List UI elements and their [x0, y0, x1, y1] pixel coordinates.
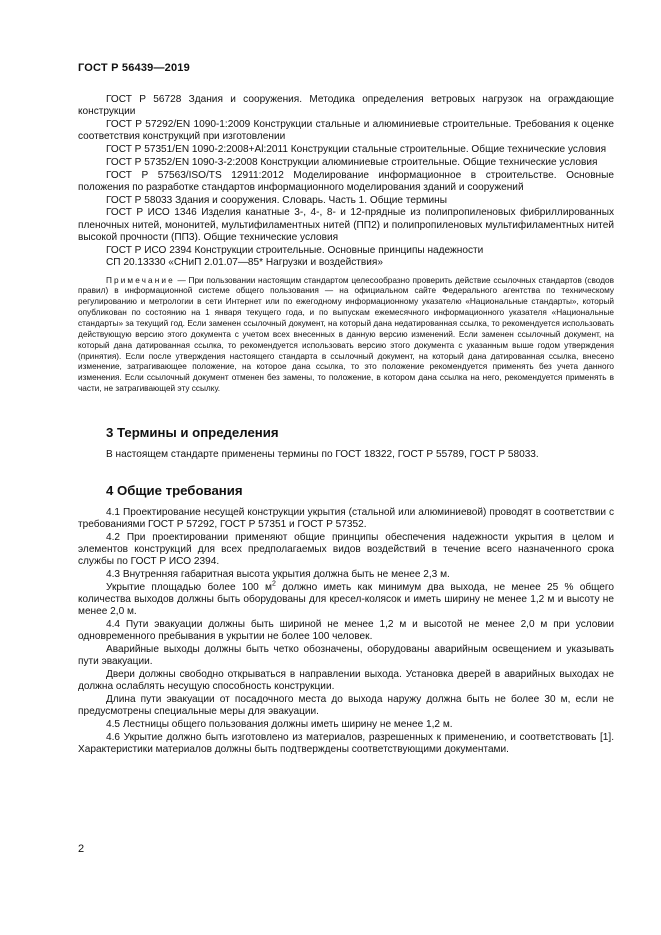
paragraph-evacuation-length: Длина пути эвакуации от посадочного места до выхода наружу должна быть не более 30 м, если не предусмотрены специальные меры для эвакуации.	[78, 694, 614, 718]
reference-item: ГОСТ Р 57352/EN 1090-3-2:2008 Конструкции алюминиевые строительные. Общие технические условия	[106, 156, 598, 168]
reference-item: ГОСТ Р 56728 Здания и сооружения. Методика определения ветровых нагрузок на ограждающие конструкции	[78, 94, 614, 118]
reference-item: ГОСТ Р ИСО 1346 Изделия канатные 3-, 4-, 8- и 12-прядные из полипропиленовых фибриллированных пленочных нитей, мононитей, мультифиламентных нитей (ПП2) и полипропиленовых мультифиламентных нитей высокой прочности (ПП3). Общие технические условия	[78, 207, 614, 243]
reference-item: ГОСТ Р 57292/EN 1090-1:2009 Конструкции стальные и алюминиевые строительные. Требования к оценке соответствия конструкций при изготовлении	[78, 119, 614, 143]
paragraph-emergency-exits: Аварийные выходы должны быть четко обозначены, оборудованы аварийным освещением и указывать пути эвакуации.	[78, 644, 614, 668]
note-paragraph	[78, 276, 614, 395]
note-text: — При пользовании настоящим стандартом целесообразно проверить действие ссылочных стандартов (сводов правил) в информационной системе общего пользования — на официальном сайте Федерального агентства по техническому регулированию и метрологии в сети Интернет или по ежегодному информационному указателю «Национальные стандарты», который опубликован по состоянию на 1 января текущего года, и по выпускам ежемесячного информационного указателя «Национальные стандарты» за текущий год. Если заменен ссылочный документ, на который дана недатированная ссылка, то рекомендуется использовать действующую версию этого документа с учетом всех внесенных в данную версию изменений. Если заменен ссылочный документ, на который дана датированная ссылка, то рекомендуется использовать версию этого документа с указанным выше годом утверждения (принятия). Если после утверждения настоящего стандарта в ссылочный документ, на который дана датированная ссылка, внесено изменение, затрагивающее положение, на которое дана ссылка, то это положение рекомендуется применять без учета данного изменения. Если ссылочный документ отменен без замены, то положение, в котором дана ссылка на него, рекомендуется применять в части, не затрагивающей эту ссылку.	[78, 275, 614, 394]
exits-text-end: должно иметь как минимум два выхода, не менее 25 % общего количества выходов должны быть оборудованы для кресел-колясок и иметь ширину не менее 1,2 м и высоту не менее 2,0 м.	[78, 582, 614, 618]
exits-text-start: Укрытие площадью более 100 м	[106, 582, 272, 594]
section-3-text: В настоящем стандарте применены термины по ГОСТ 18322, ГОСТ Р 55789, ГОСТ Р 58033.	[106, 448, 539, 460]
paragraph-4-3: 4.3 Внутренняя габаритная высота укрытия должна быть не менее 2,3 м.	[106, 569, 450, 581]
reference-item: ГОСТ Р 57563/ISO/TS 12911:2012 Моделирование информационное в строительстве. Основные положения по разработке стандартов информационного моделирования зданий и сооружений	[78, 169, 614, 193]
page-content	[78, 94, 614, 757]
paragraph-doors: Двери должны свободно открываться в направлении выхода. Установка дверей в аварийных выходах не должна ослаблять несущую способность конструкции.	[78, 669, 614, 693]
page-number: 2	[78, 843, 85, 855]
section-4-title: 4 Общие требования	[106, 483, 243, 499]
paragraph-4-4: 4.4 Пути эвакуации должны быть шириной не менее 1,2 м и высотой не менее 2,0 м при условии одновременного пребывания в укрытии не более 100 человек.	[78, 619, 614, 643]
reference-item: ГОСТ Р ИСО 2394 Конструкции строительные. Основные принципы надежности	[106, 244, 484, 256]
paragraph-4-2: 4.2 При проектировании применяют общие принципы обеспечения надежности укрытия в целом и элементов конструкций для всех предполагаемых видов воздействий в течение всего назначенного срока службы по ГОСТ Р ИСО 2394.	[78, 532, 614, 568]
paragraph-exits	[78, 582, 614, 619]
paragraph-4-1: 4.1 Проектирование несущей конструкции укрытия (стальной или алюминиевой) проводят в соответствии с требованиями ГОСТ Р 57292, ГОСТ Р 57351 и ГОСТ Р 57352.	[78, 507, 614, 531]
section-4-body	[78, 507, 614, 756]
note-label: Примечание	[106, 275, 175, 285]
paragraph-4-5: 4.5 Лестницы общего пользования должны иметь ширину не менее 1,2 м.	[106, 719, 453, 731]
document-header: ГОСТ Р 56439—2019	[78, 62, 190, 74]
reference-item: СП 20.13330 «СНиП 2.01.07—85* Нагрузки и воздействия»	[106, 257, 383, 269]
square-superscript: 2	[271, 580, 276, 588]
section-3-title: 3 Термины и определения	[106, 424, 279, 440]
reference-item: ГОСТ Р 57351/EN 1090-2:2008+Al:2011 Конструкции стальные строительные. Общие технические условия	[106, 144, 607, 155]
normative-references-list	[78, 94, 614, 270]
paragraph-4-6: 4.6 Укрытие должно быть изготовлено из материалов, разрешенных к применению, и соответствовать [1]. Характеристики материалов должны быть подтверждены соответствующими документами.	[78, 732, 614, 756]
reference-item: ГОСТ Р 58033 Здания и сооружения. Словарь. Часть 1. Общие термины	[106, 194, 447, 206]
